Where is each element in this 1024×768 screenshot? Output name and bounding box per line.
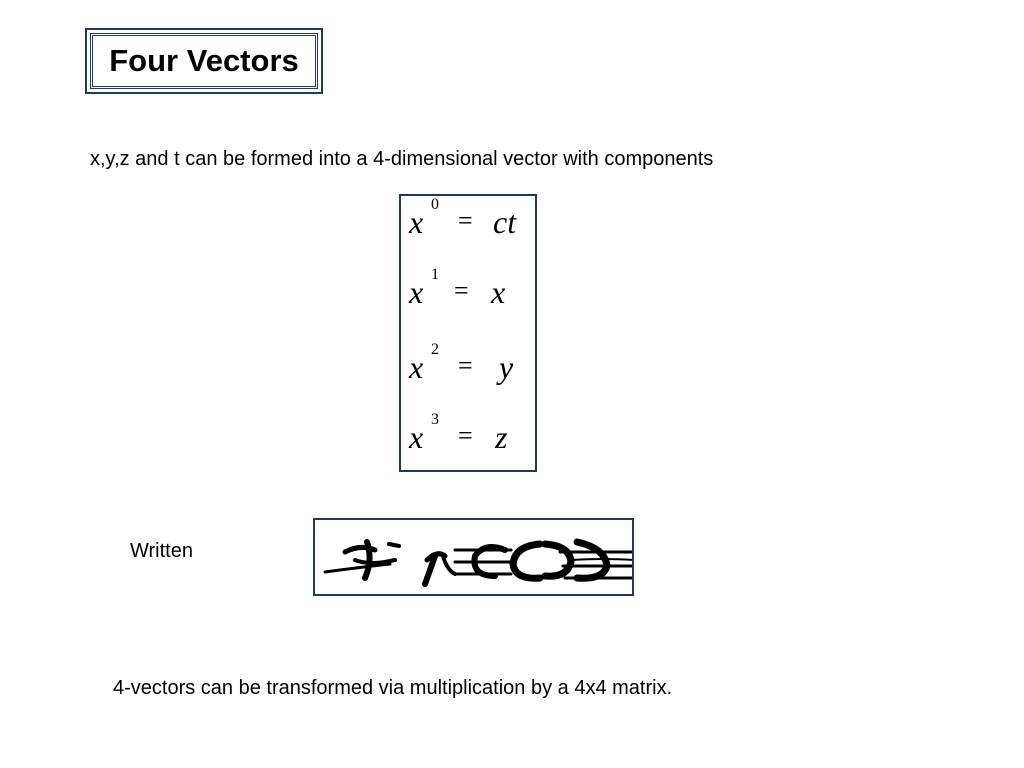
equation-index: 2	[431, 341, 439, 358]
equation-equals: =	[458, 421, 473, 450]
slide-title: Four Vectors	[109, 43, 299, 78]
written-label: Written	[130, 540, 193, 562]
equation-row-0	[401, 196, 535, 246]
components-equation-box	[399, 194, 537, 472]
transform-text: 4-vectors can be transformed via multiplication by a 4x4 matrix.	[113, 677, 673, 699]
intro-text: x,y,z and t can be formed into a 4-dimensional vector with components	[90, 148, 714, 170]
equation-value: z	[495, 419, 508, 455]
written-formula-image	[313, 518, 634, 596]
equation-base: x	[409, 274, 424, 310]
equation-equals: =	[458, 206, 473, 235]
equation-value: x	[491, 274, 506, 310]
equation-base: x	[409, 204, 424, 240]
equation-row-2	[401, 341, 535, 391]
equation-equals: =	[454, 276, 469, 305]
equation-value: ct	[493, 204, 517, 240]
equation-base: x	[409, 419, 424, 455]
title-inner-frame	[90, 33, 318, 89]
title-frame	[85, 28, 323, 94]
equation-row-3	[401, 411, 535, 461]
equation-index: 3	[431, 411, 439, 428]
equation-base: x	[409, 349, 424, 385]
garbled-formula-graphic	[315, 520, 632, 594]
equation-value: y	[499, 349, 514, 385]
equation-equals: =	[458, 351, 473, 380]
equation-row-1	[401, 266, 535, 316]
equation-index: 0	[431, 196, 439, 213]
equation-index: 1	[431, 266, 439, 283]
